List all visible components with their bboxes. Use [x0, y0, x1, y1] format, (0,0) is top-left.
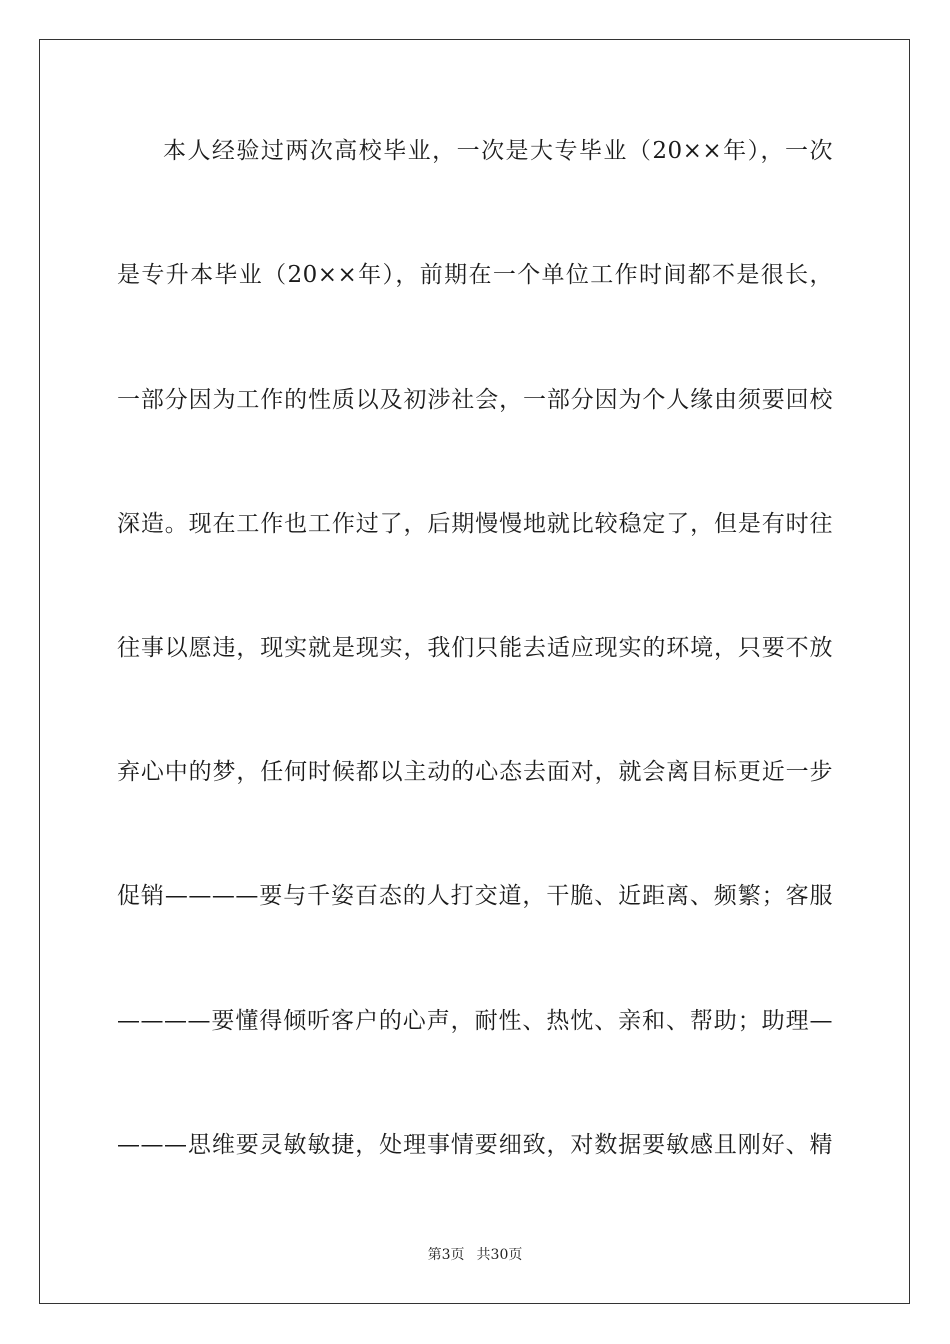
text-line-8: ————要懂得倾听客户的心声，耐性、热忱、亲和、帮助；助理—	[117, 1008, 833, 1034]
page-number: 第3页	[427, 1247, 465, 1263]
text-line-3: 一部分因为工作的性质以及初涉社会，一部分因为个人缘由须要回校	[117, 387, 833, 413]
page-border	[39, 39, 910, 1304]
text-line-5: 往事以愿违，现实就是现实，我们只能去适应现实的环境，只要不放	[117, 635, 833, 661]
text-line-2: 是专升本毕业（20××年），前期在一个单位工作时间都不是很长，	[117, 262, 833, 288]
text-line-9: ———思维要灵敏敏捷，处理事情要细致，对数据要敏感且刚好、精	[117, 1132, 833, 1158]
text-line-7: 促销————要与千姿百态的人打交道，干脆、近距离、频繁；客服	[117, 883, 833, 909]
page-footer	[0, 1245, 950, 1265]
text-line-4: 深造。现在工作也工作过了，后期慢慢地就比较稳定了，但是有时往	[117, 511, 833, 537]
text-line-1: 本人经验过两次高校毕业，一次是大专毕业（20××年），一次	[163, 138, 833, 164]
page-total: 共30页	[476, 1247, 523, 1263]
text-line-6: 弃心中的梦，任何时候都以主动的心态去面对，就会离目标更近一步	[117, 759, 833, 785]
